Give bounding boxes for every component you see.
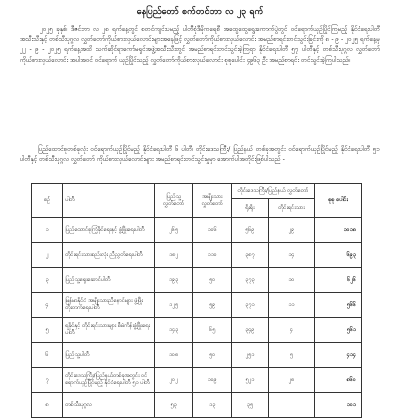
header-amyotha: အမျိုးသား လွှတ်တော် xyxy=(193,184,232,218)
row-party-name: ပြည်သူ့ပါတီ xyxy=(63,343,155,368)
row-region-ethnic-count: ၅ xyxy=(268,343,314,368)
table-row xyxy=(32,318,362,343)
table-row xyxy=(32,293,362,318)
row-party-name: တိုင်းရင်းသားစည်းလုံး ညီညွတ်ရေးပါတီ xyxy=(63,243,155,268)
row-region-ethnic-count: ၁၁ xyxy=(268,293,314,318)
row-total: ၅၆၁ xyxy=(315,318,362,343)
intro-paragraph: ၂၀၂၅ ခုနှစ်၊ ဒီဇင်ဘာ လ ၂၈ ရက်နေ့တွင် စတင်ကျင်းပမည့် ပါတီစုံဒီမိုကရေစီ အထွေထွေရွေးကောက်ပွဲတွင် ဝင်ရောက်ယှဉ်ပြိုင်ကြမည့် နိုင်ငံရေးပါတီအသီးသီးနှင့် တစ်သီးပုဂ္ဂလ လွှတ်တော်ကိုယ်စားလှယ်လောင်းများအနေဖြင့် လွှတ်တော်ကိုယ်စားလှယ်လောင်း အမည်စာရင်းတင်သွင်းခြင်းကို ၈ - ၉ - ၂၀၂၅ ရက်နေ့မှ ၂၂ - ၉ - ၂၀၂၅ ရက်နေ့အထိ သက်ဆိုင်ရာကော်မရှင်အဖွဲ့အသီးသီးတွင် အမည်စာရင်းတင်သွင်းခဲ့ကြရာ နိုင်ငံရေးပါတီ ၅၇ ပါတီနှင့် တစ်သီးပုဂ္ဂလ လွှတ်တော်ကိုယ်စားလှယ်လောင်း အပါအဝင် ဝင်ရောက် ယှဉ်ပြိုင်သည့် လွှတ်တော်ကိုယ်စားလှယ်လောင်း စုစုပေါင်း ၄၉၆၃ ဦး အမည်စာရင်း တင်သွင်းခဲ့ကြပါသည်။ xyxy=(20,26,380,64)
row-number: ၃ xyxy=(32,268,63,293)
header-total: စုစု ပေါင်း xyxy=(315,184,362,218)
header-no: စဉ် xyxy=(32,184,63,218)
row-total: ၆၉၃ xyxy=(315,243,362,268)
row-pyithu-count: ၁၀၈ xyxy=(154,343,193,368)
row-amyotha-count: ၁၃ xyxy=(193,393,232,418)
row-region-general-count: ၅၆၉ xyxy=(232,218,269,243)
date-heading: နေပြည်တော် စက်တင်ဘာ လ ၂၃ ရက် xyxy=(136,7,264,17)
row-party-name: ရခိုင်နှင့် တိုင်းရင်းသားများ စီမံကိန်းဖွံ့ဖြိုးရေးပါတီ xyxy=(63,318,155,343)
row-amyotha-count: ၁၁၀ xyxy=(193,243,232,268)
row-amyotha-count: ၅၉ xyxy=(193,293,232,318)
row-pyithu-count: ၁၂၅ xyxy=(154,293,193,318)
row-region-general-count: ၂၅၁ xyxy=(232,343,269,368)
row-region-ethnic-count xyxy=(268,393,314,418)
row-total: ၈၆၀ xyxy=(315,368,362,393)
row-number: ၅ xyxy=(32,318,63,343)
table-lead-paragraph: ပြည်ထောင်စုတစ်ခုလုံး ဝင်ရောက်ယှဉ်ပြိုင်မည့် နိုင်ငံရေးပါတီ ၆ ပါတီ၊ တိုင်းဒေသကြီး/ ပြည်နယ် တစ်ခုအတွင်း ဝင်ရောက်ယှဉ်ပြိုင်မည့် နိုင်ငံရေးပါတီ ၅၁ ပါတီနှင့် တစ်သီးပုဂ္ဂလ လွှတ်တော် ကိုယ်စားလှယ်လောင်းများ အမည်စာရင်းတင်သွင်းမှုမှာ အောက်ပါအတိုင်းဖြစ်ပါသည် - xyxy=(20,146,380,164)
row-total: ၄၁၄ xyxy=(315,343,362,368)
row-number: ၇ xyxy=(32,368,63,393)
row-region-ethnic-count: ၂၉ xyxy=(268,218,314,243)
row-region-ethnic-count: ၂၈ xyxy=(268,368,314,393)
row-party-name: ပြည်ထောင်စုကြံ့ခိုင်ရေးနှင့် ဖွံ့ဖြိုးရေးပါတီ xyxy=(63,218,155,243)
row-amyotha-count: ၁၀၆ xyxy=(193,218,232,243)
table-row xyxy=(32,393,362,418)
table-row xyxy=(32,243,362,268)
row-total: ၁၀၁၈ xyxy=(315,218,362,243)
row-amyotha-count: ၁၀၉ xyxy=(193,368,232,393)
row-region-general-count: ၃၅ xyxy=(232,393,269,418)
row-total: ၁၀၁ xyxy=(315,393,362,418)
row-region-ethnic-count: ၁၄ xyxy=(268,243,314,268)
table-row xyxy=(32,343,362,368)
row-number: ၆ xyxy=(32,343,63,368)
row-number: ၈ xyxy=(32,393,63,418)
row-party-name: တိုင်းဒေသကြီး/ပြည်နယ်တစ်ခုအတွင်း ဝင်ရောက်ယှဉ်ပြိုင်မည့် နိုင်ငံရေးပါတီ ၅၁ ပါတီ xyxy=(63,368,155,393)
row-total: ၅၆၆ xyxy=(315,293,362,318)
row-number: ၄ xyxy=(32,293,63,318)
row-pyithu-count: ၁၈၂ xyxy=(154,243,193,268)
row-party-name: တစ်သီးပုဂ္ဂလ xyxy=(63,393,155,418)
table-row xyxy=(32,218,362,243)
row-pyithu-count: ၅၃ xyxy=(154,393,193,418)
row-pyithu-count: ၂၀၂ xyxy=(154,368,193,393)
header-party: ပါတီ xyxy=(63,184,155,218)
row-region-general-count: ၃၈၇ xyxy=(232,243,269,268)
table-row xyxy=(32,268,362,293)
table-body xyxy=(32,218,362,418)
row-region-general-count: ၅၂၁ xyxy=(232,368,269,393)
header-region-ethnic: တိုင်းရင်းသား xyxy=(268,199,314,218)
row-pyithu-count: ၁၄၃ xyxy=(154,318,193,343)
row-total: ၆၂၆ xyxy=(315,268,362,293)
table-row xyxy=(32,368,362,393)
row-party-name: မြန်မာနိုင်ငံ အမျိုးသားညီနောင်များ ဖွံ့ဖြိုးတိုးတက်ရေးပါတီ xyxy=(63,293,155,318)
row-party-name: ပြည်သူ့ရှေးဆောင်ပါတီ xyxy=(63,268,155,293)
candidate-table xyxy=(31,183,362,418)
header-region: တိုင်းဒေသကြီး/ပြည်နယ် လွှတ်တော် xyxy=(232,184,315,199)
row-pyithu-count: ၂၆၅ xyxy=(154,218,193,243)
header-pyithu: ပြည်သူ့ လွှတ်တော် xyxy=(154,184,193,218)
row-region-general-count: ၃၇၁ xyxy=(232,293,269,318)
row-number: ၂ xyxy=(32,243,63,268)
row-amyotha-count: ၅၀ xyxy=(193,343,232,368)
row-number: ၁ xyxy=(32,218,63,243)
row-amyotha-count: ၅၀ xyxy=(193,268,232,293)
row-region-ethnic-count: ၁၀ xyxy=(268,268,314,293)
row-region-ethnic-count: ၄ xyxy=(268,318,314,343)
header-region-general: ရိုးရိုး xyxy=(232,199,269,218)
row-amyotha-count: ၆၅ xyxy=(193,318,232,343)
row-region-general-count: ၃၄၉ xyxy=(232,318,269,343)
row-region-general-count: ၃၇၃ xyxy=(232,268,269,293)
row-pyithu-count: ၁၉၃ xyxy=(154,268,193,293)
